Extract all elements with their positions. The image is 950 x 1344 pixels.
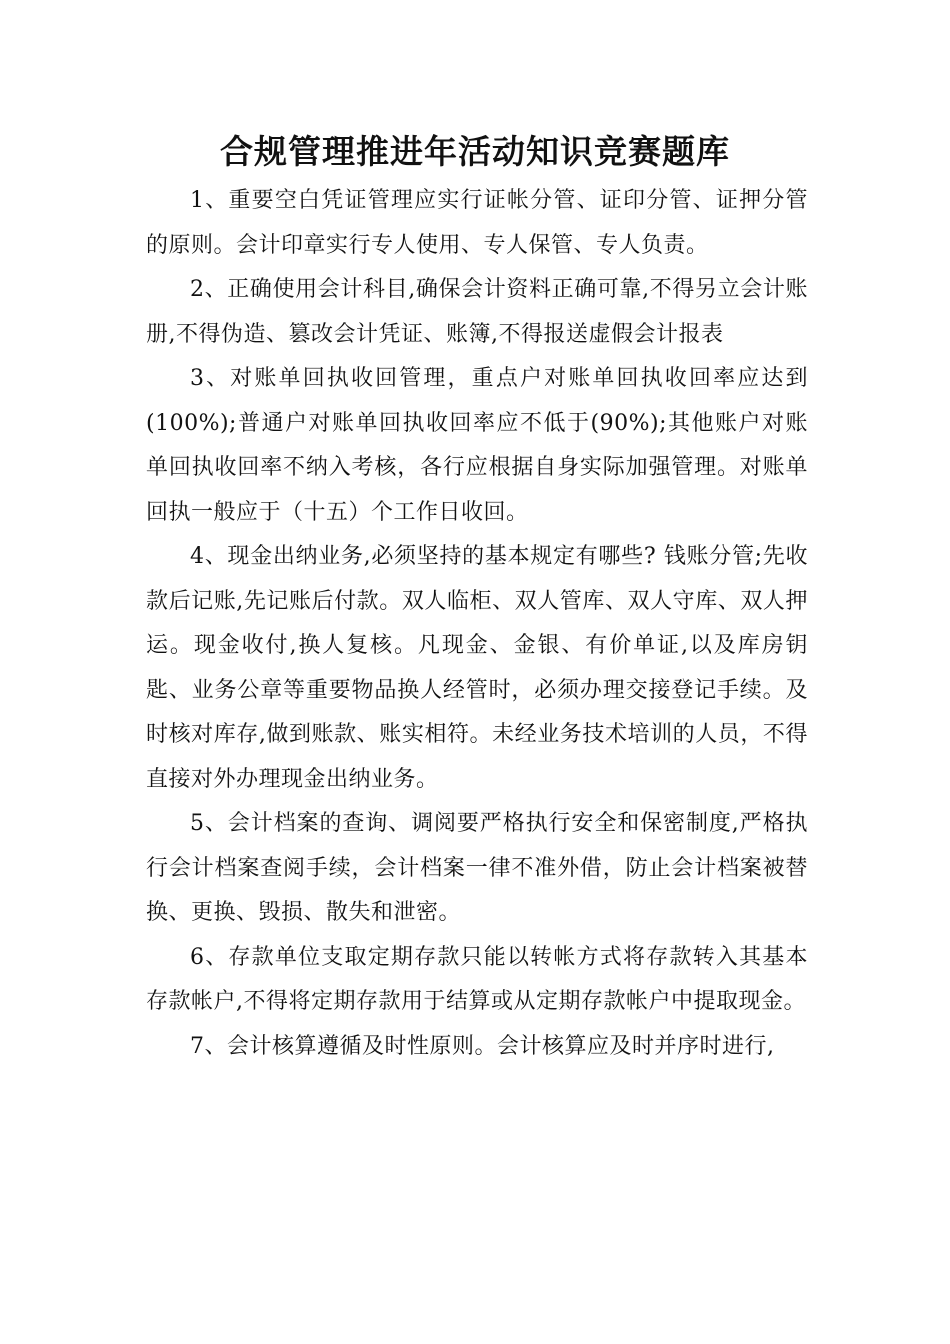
document-title: 合规管理推进年活动知识竞赛题库 bbox=[220, 132, 730, 171]
paragraph-3: 3、对账单回执收回管理，重点户对账单回执收回率应达到(100%);普通户对账单回执收回率应不低于(90%);其他账户对账单回执收回率不纳入考核，各行应根据自身实际加强管理。对账单回执一般应于（十五）个工作日收回。 bbox=[146, 366, 808, 525]
paragraph-2: 2、正确使用会计科目,确保会计资料正确可靠,不得另立会计账册,不得伪造、篡改会计凭证、账簿,不得报送虚假会计报表 bbox=[146, 277, 808, 347]
paragraph-7: 7、会计核算遵循及时性原则。会计核算应及时并序时进行, bbox=[190, 1033, 775, 1059]
paragraph-5: 5、会计档案的查询、调阅要严格执行安全和保密制度,严格执行会计档案查阅手续，会计档案一律不准外借，防止会计档案被替换、更换、毁损、散失和泄密。 bbox=[146, 811, 808, 925]
paragraph-1: 1、重要空白凭证管理应实行证帐分管、证印分管、证押分管的原则。会计印章实行专人使用、专人保管、专人负责。 bbox=[146, 188, 808, 258]
paragraph-4: 4、现金出纳业务,必须坚持的基本规定有哪些? 钱账分管;先收款后记账,先记账后付款。双人临柜、双人管库、双人守库、双人押运。现金收付,换人复核。凡现金、金银、有价单证,以及库房钥匙、业务公章等重要物品换人经管时，必须办理交接登记手续。及时核对库存,做到账款、账实相符。未经业务技术培训的人员，不得直接对外办理现金出纳业务。 bbox=[146, 544, 808, 792]
paragraph-6: 6、存款单位支取定期存款只能以转帐方式将存款转入其基本存款帐户,不得将定期存款用于结算或从定期存款帐户中提取现金。 bbox=[146, 944, 808, 1014]
document-body bbox=[146, 179, 808, 1069]
